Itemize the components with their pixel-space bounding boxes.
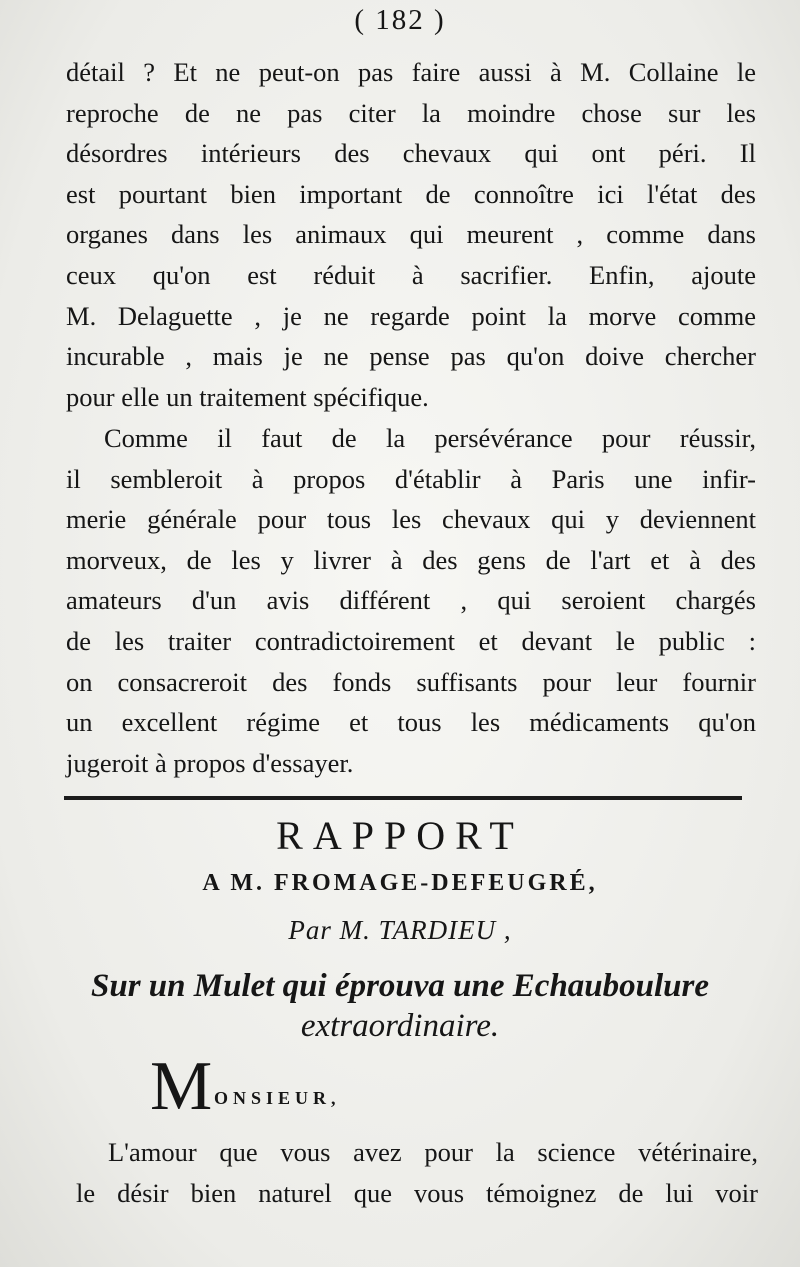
author-line: Par M. TARDIEU , (288, 915, 512, 945)
section-title: RAPPORT (276, 813, 524, 858)
text-line: le désir bien naturel que vous témoignez de lui voir (76, 1177, 758, 1208)
text-line: détail ? Et ne peut-on pas faire aussi à M. Collaine le (66, 57, 756, 87)
text-line: désordres intérieurs des chevaux qui ont péri. Il (66, 138, 756, 169)
text-line: morveux, de les y livrer à des gens de l'art et à des (66, 544, 756, 575)
text-line: L'amour que vous avez pour la science vétérinaire, (108, 1137, 758, 1167)
text-line: de les traiter contradictoirement et devant le public : (66, 625, 756, 656)
text-line: reproche de ne pas citer la moindre chose sur les (66, 97, 756, 128)
text-line: un excellent régime et tous les médicaments qu'on (66, 707, 756, 738)
text-line: ceux qu'on est réduit à sacrifier. Enfin, ajoute (66, 259, 756, 290)
text-line: on consacreroit des fonds suffisants pour leur fournir (66, 666, 756, 697)
text-line: M. Delaguette , je ne regarde point la morve comme (66, 300, 756, 331)
text-line: organes dans les animaux qui meurent , comme dans (66, 219, 756, 250)
text-line: Comme il faut de la persévérance pour réussir, (104, 423, 756, 453)
text-line: amateurs d'un avis différent , qui seroient chargés (66, 585, 756, 616)
drop-cap: M (150, 1048, 213, 1125)
paragraph-2 (66, 418, 756, 783)
subject-line-2: extraordinaire. (300, 1008, 500, 1044)
page-number: ( 182 ) (354, 4, 446, 36)
text-line: incurable , mais je ne pense pas qu'on doive chercher (66, 341, 756, 372)
text-line: jugeroit à propos d'essayer. (66, 747, 354, 778)
paragraph-1 (66, 52, 756, 417)
text-line: pour elle un traitement spécifique. (66, 381, 429, 412)
subject-line-1: Sur un Mulet qui éprouva une Echauboulure (90, 968, 710, 1004)
subject-heading (0, 966, 800, 1046)
salutation: ONSIEUR, (214, 1088, 341, 1108)
section-divider (64, 796, 742, 800)
letter-opening (76, 1132, 758, 1213)
text-line: il sembleroit à propos d'établir à Paris une infir- (66, 463, 756, 494)
text-line: est pourtant bien important de connoître ici l'état des (66, 178, 756, 209)
recipient-line: A M. FROMAGE-DEFEUGRÉ, (202, 870, 598, 896)
text-line: merie générale pour tous les chevaux qui y deviennent (66, 504, 756, 535)
